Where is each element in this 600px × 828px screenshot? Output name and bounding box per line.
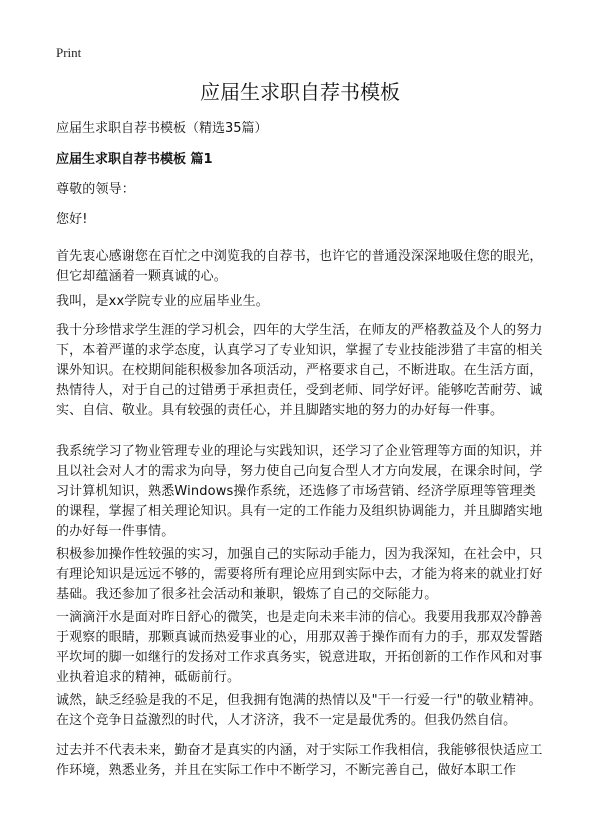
paragraph-intro: 首先衷心感谢您在百忙之中浏览我的自荐书，也许它的普通没深深地吸住您的眼光，但它却蕴涵着一颗真诚的心。 xyxy=(56,249,543,284)
document-title: 应届生求职自荐书模板 xyxy=(200,80,400,104)
paragraph-practice: 积极参加操作性较强的实习，加强自己的实际动手能力，因为我深知，在社会中，只有理论知识是远远不够的，需要将所有理论应用到实际中去，才能为将来的就业打好基础。我还参加了很多社会活动和兼职，锻炼了自己的交际能力。 xyxy=(56,547,543,602)
hello-line: 您好! xyxy=(56,212,88,227)
print-link[interactable]: Print xyxy=(56,45,82,60)
paragraph-experience: 诚然，缺乏经验是我的不足，但我拥有饱满的热情以及"干一行爱一行"的敬业精神。在这个竞争日益激烈的时代，人才济济，我不一定是最优秀的。但我仍然自信。 xyxy=(56,693,542,728)
document-subtitle: 应届生求职自荐书模板（精选35篇） xyxy=(56,121,268,136)
paragraph-study-life: 我十分珍惜求学生涯的学习机会，四年的大学生活，在师友的严格教益及个人的努力下，本着严谨的求学态度，认真学习了专业知识，掌握了专业技能涉猎了丰富的相关课外知识。在校期间能积极参加各项活动，严格要求自己，不断进取。在生活方面，热情待人，对于自己的过错勇于承担责任，受到老师、同学好评。能够吃苦耐劳、诚实、自信、敬业。具有较强的责任心，并且脚踏实地的努力的办好每一件事。 xyxy=(56,323,543,418)
greeting: 尊敬的领导： xyxy=(56,182,135,197)
paragraph-future: 过去并不代表未来，勤奋才是真实的内涵，对于实际工作我相信，我能够很快适应工作环境，熟悉业务，并且在实际工作中不断学习，不断完善自己，做好本职工作 xyxy=(56,743,543,778)
paragraph-confidence: 一滴滴汗水是面对昨日舒心的微笑，也是走向未来丰沛的信心。我要用我那双冷静善于观察的眼睛，那颗真诚而热爱事业的心，用那双善于操作而有力的手，那双发誓踏平坎坷的脚一如继行的发扬对工作求真务实，锐意进取，开拓创新的工作作风和对事业执着追求的精神，砥砺前行。 xyxy=(56,610,543,685)
paragraph-name: 我叫，是xx学院专业的应届毕业生。 xyxy=(56,294,269,309)
section-heading: 应届生求职自荐书模板 篇1 xyxy=(56,152,213,167)
paragraph-knowledge: 我系统学习了物业管理专业的理论与实践知识，还学习了企业管理等方面的知识，并且以社会对人才的需求为向导，努力使自己向复合型人才方向发展，在课余时间，学习计算机知识，熟悉Windows操作系统，还选修了市场营销、经济学原理等管理类的课程，掌握了相关理论知识。具有一定的工作能力及组织协调能力，并且脚踏实地的办好每一件事情。 xyxy=(56,444,543,539)
